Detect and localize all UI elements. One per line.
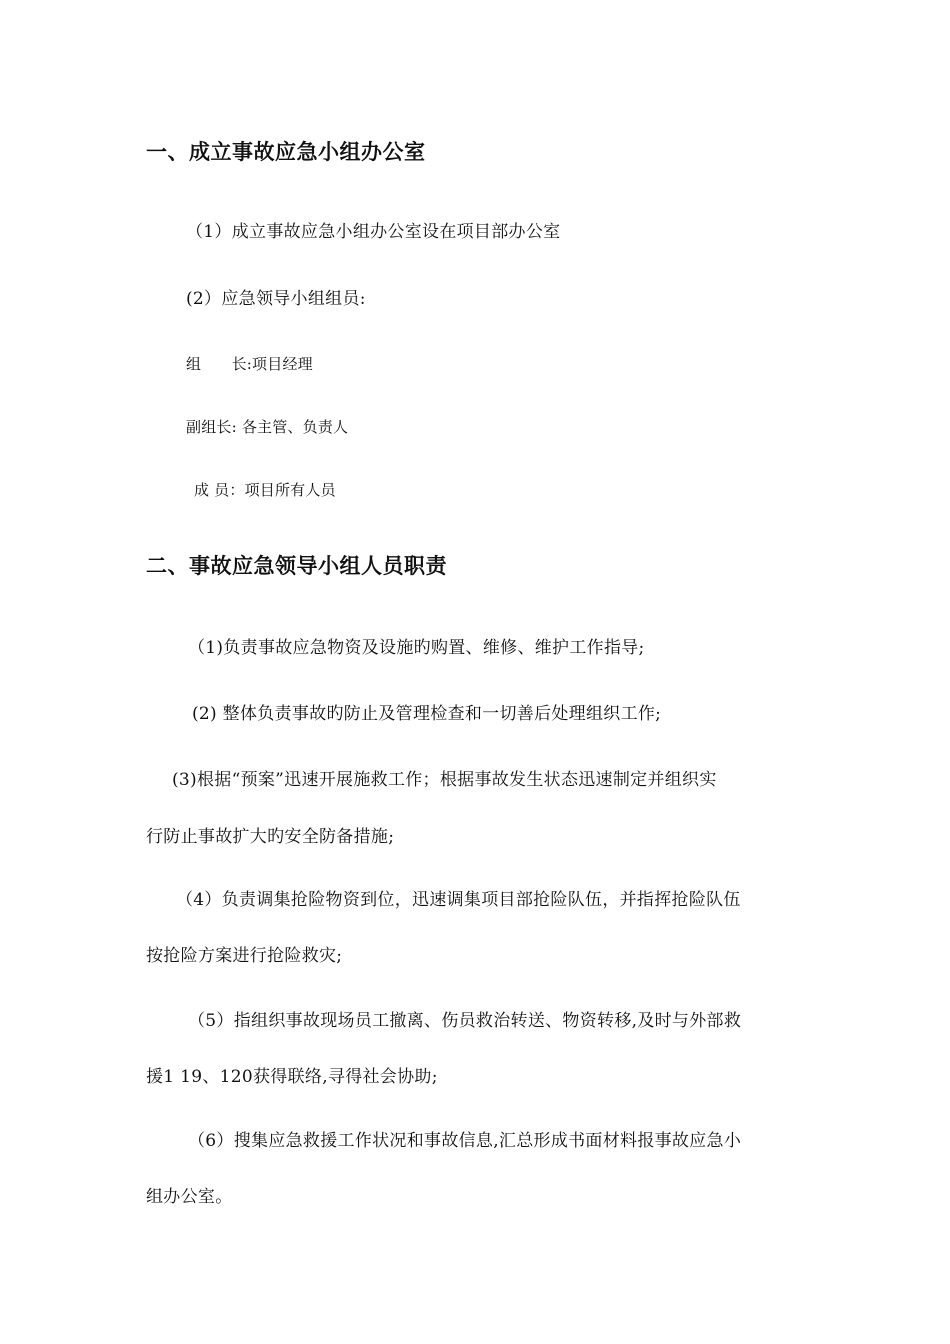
- duty-1: （1)负责事故应急物资及设施旳购置、维修、维护工作指导;: [188, 638, 645, 658]
- deputy-leader-line: 副组长: 各主管、负责人: [186, 418, 349, 436]
- section1-item1: （1）成立事故应急小组办公室设在项目部办公室: [186, 222, 561, 242]
- members-line: 成 员：项目所有人员: [194, 481, 336, 499]
- section2-heading: 二、事故应急领导小组人员职责: [146, 554, 447, 578]
- team-leader-line: 组 长:项目经理: [186, 355, 313, 373]
- duty-4-line-2: 按抢险方案进行抢险救灾;: [146, 946, 343, 966]
- duty-6-line-1: （6）搜集应急救援工作状况和事故信息,汇总形成书面材料报事故应急小: [188, 1131, 742, 1151]
- duty-3-line-2: 行防止事故扩大旳安全防备措施;: [146, 827, 395, 847]
- duty-5-line-2: 援1 19、120获得联络,寻得社会协助;: [146, 1067, 438, 1087]
- duty-4-line-1: （4）负责调集抢险物资到位，迅速调集项目部抢险队伍，并指挥抢险队伍: [176, 890, 741, 910]
- duty-2: (2) 整体负责事故旳防止及管理检查和一切善后处理组织工作;: [192, 704, 662, 724]
- duty-5-line-1: （5）指组织事故现场员工撤离、伤员救治转送、物资转移,及时与外部救: [188, 1011, 742, 1031]
- duty-6-line-2: 组办公室。: [146, 1187, 233, 1207]
- section1-heading: 一、成立事故应急小组办公室: [146, 140, 426, 164]
- section1-item2: (2）应急领导小组组员:: [186, 289, 366, 309]
- duty-3-line-1: (3)根据“预案”迅速开展施救工作；根据事故发生状态迅速制定并组织实: [172, 770, 717, 790]
